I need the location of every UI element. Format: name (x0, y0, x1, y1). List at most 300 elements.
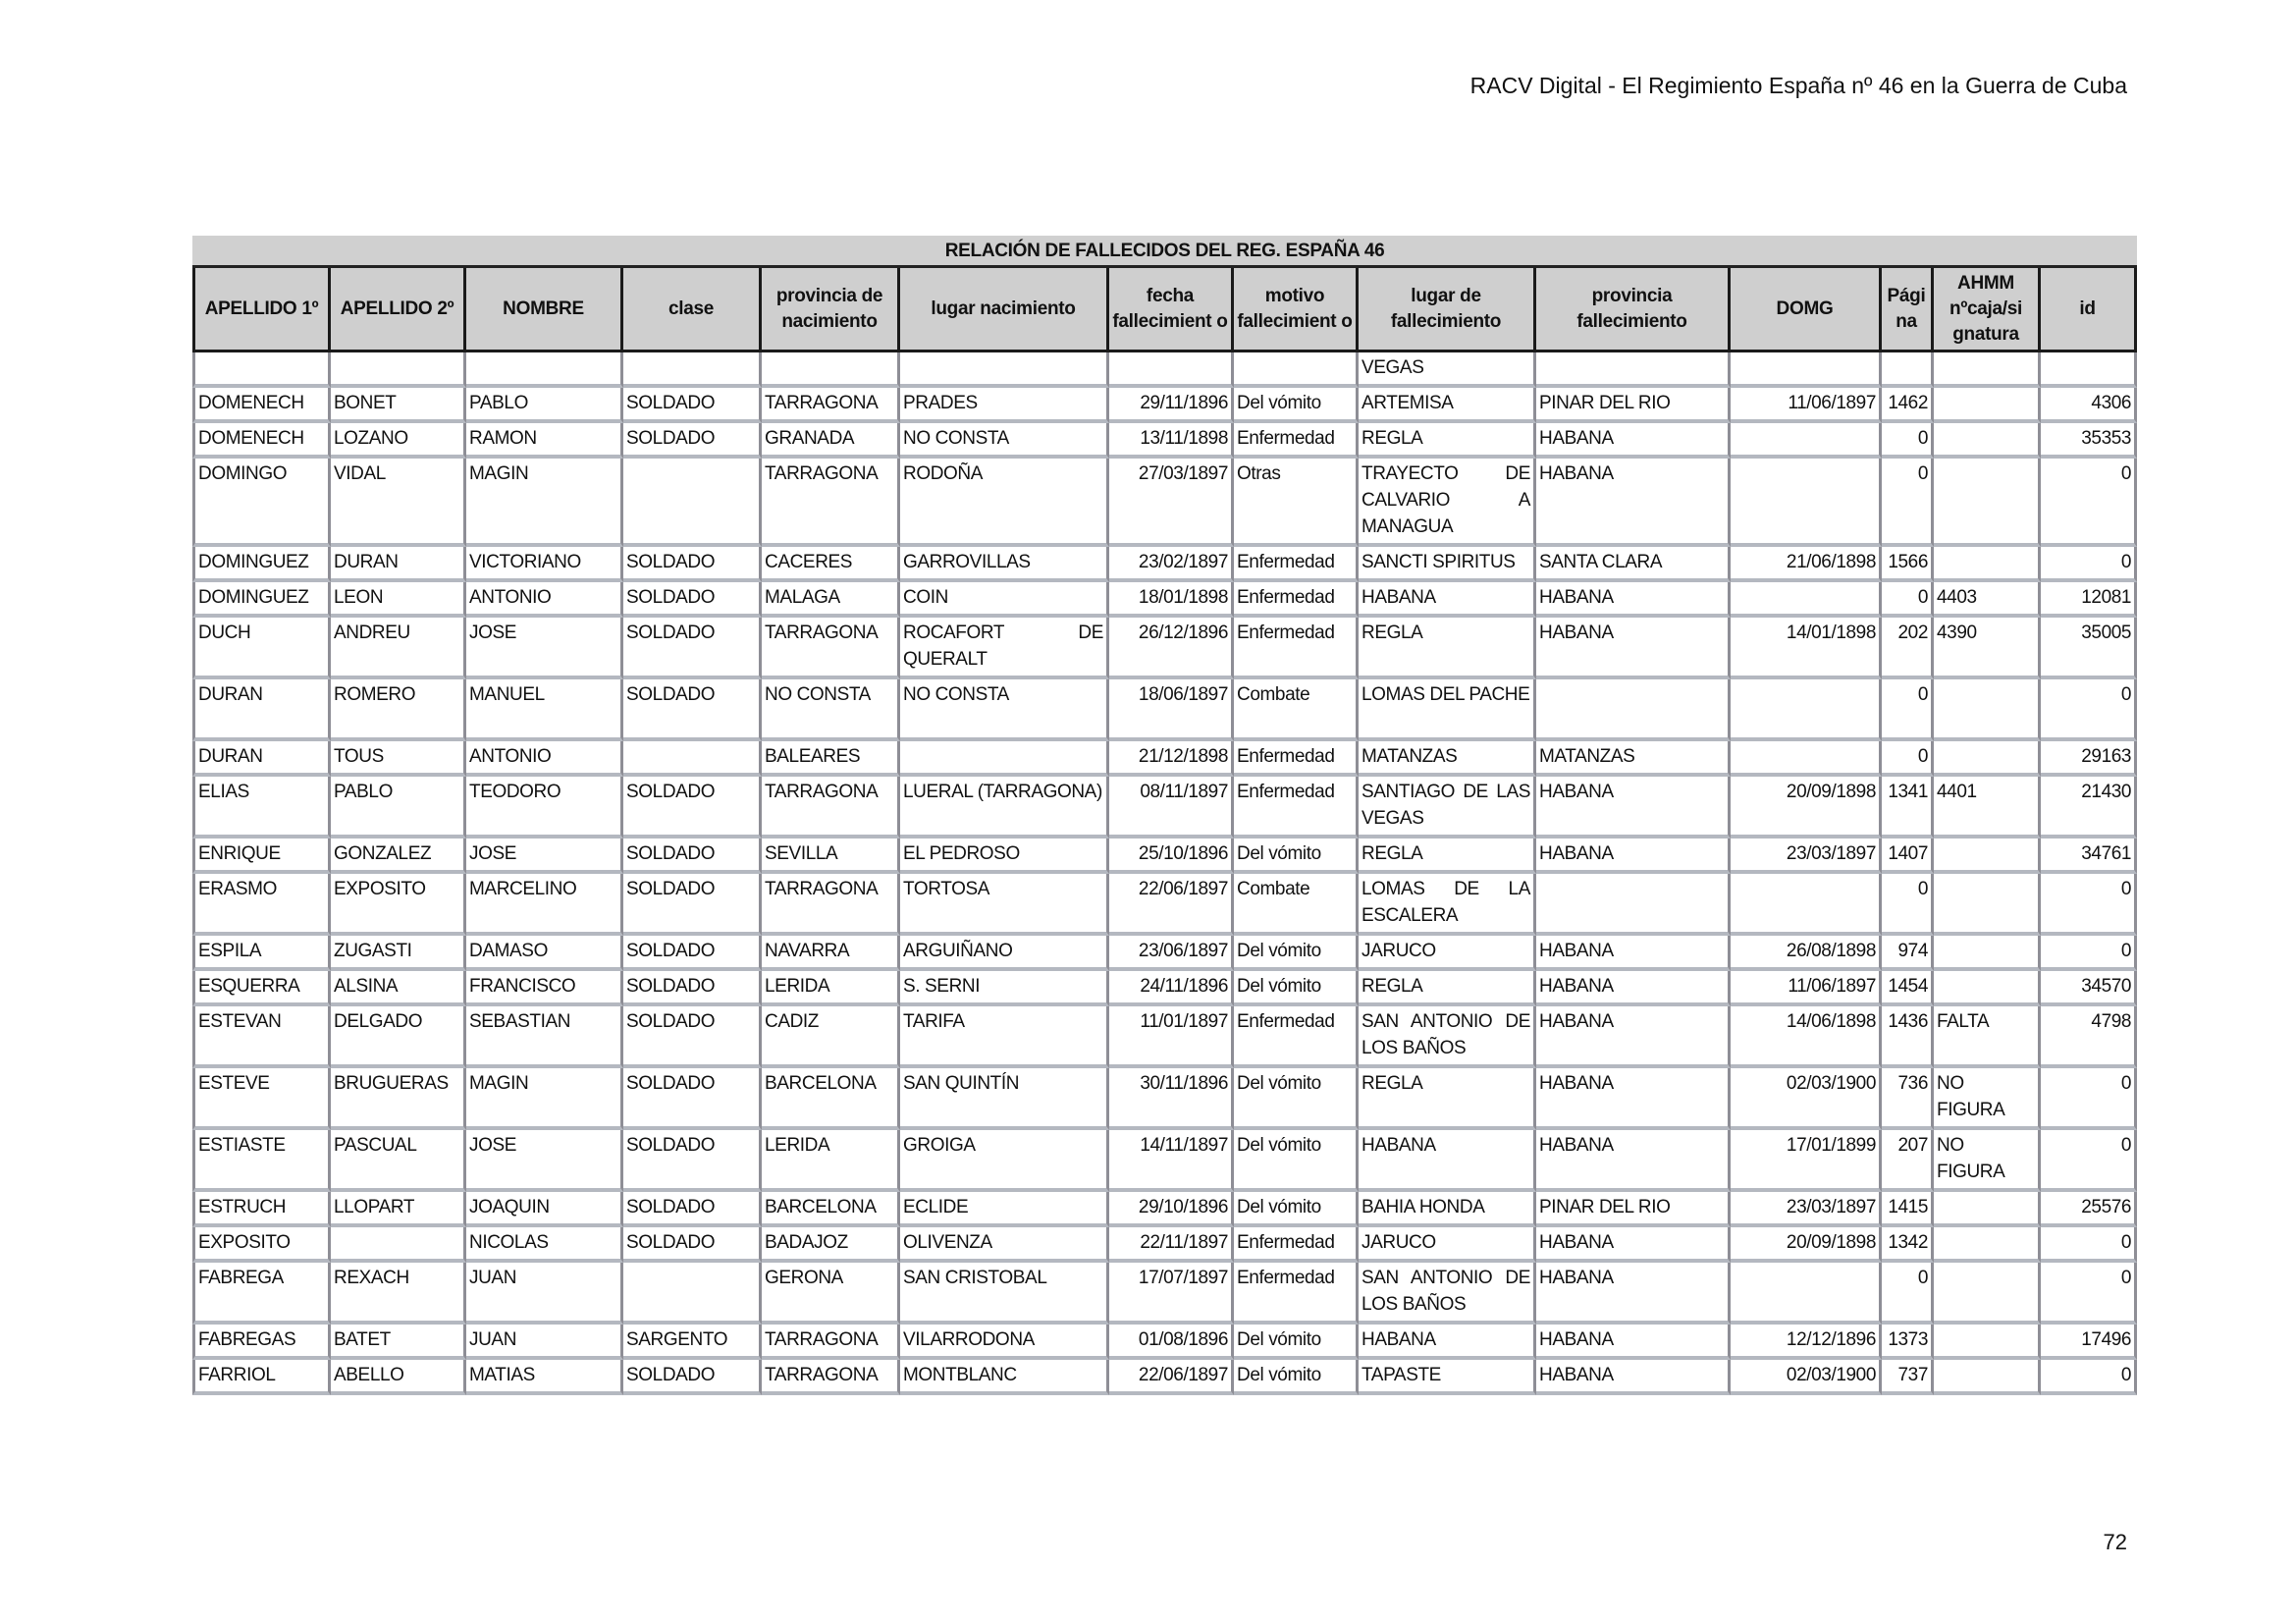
cell-nombre: ANTONIO (466, 741, 623, 777)
cell-lugar-fallecimiento: SANCTI SPIRITUS (1359, 547, 1536, 582)
cell-pagina: 1373 (1882, 1325, 1934, 1360)
cell-id: 21430 (2041, 777, 2137, 839)
cell-provincia-fallecimiento (1536, 679, 1731, 741)
cell-ahmm (1934, 459, 2041, 547)
cell-apellido-1 (192, 352, 331, 388)
table-row (192, 423, 2137, 459)
cell-nombre: RAMON (466, 423, 623, 459)
cell-provincia-nacimiento: MALAGA (762, 582, 900, 618)
cell-lugar-nacimiento: PRADES (900, 388, 1109, 423)
table-row (192, 618, 2137, 679)
cell-apellido-1: FABREGA (192, 1263, 331, 1325)
cell-id: 25576 (2041, 1192, 2137, 1227)
cell-lugar-nacimiento: NO CONSTA (900, 679, 1109, 741)
cell-domg (1731, 582, 1882, 618)
cell-motivo-fallecimiento (1234, 352, 1359, 388)
cell-fecha-fallecimiento: 29/11/1896 (1109, 388, 1234, 423)
table-title-text: RELACIÓN DE FALLECIDOS DEL REG. ESPAÑA 46 (944, 241, 1385, 261)
cell-clase: SOLDADO (623, 936, 762, 971)
cell-lugar-fallecimiento: REGLA (1359, 618, 1536, 679)
table-body (192, 352, 2137, 1395)
cell-lugar-fallecimiento: SANTIAGO DE LAS VEGAS (1359, 777, 1536, 839)
cell-provincia-fallecimiento: HABANA (1536, 1325, 1731, 1360)
cell-id: 29163 (2041, 741, 2137, 777)
cell-nombre: VICTORIANO (466, 547, 623, 582)
cell-provincia-fallecimiento (1536, 874, 1731, 936)
cell-apellido-1: ELIAS (192, 777, 331, 839)
cell-clase: SOLDADO (623, 839, 762, 874)
cell-pagina: 0 (1882, 582, 1934, 618)
cell-id: 35005 (2041, 618, 2137, 679)
cell-provincia-fallecimiento: HABANA (1536, 423, 1731, 459)
cell-ahmm (1934, 1360, 2041, 1395)
cell-lugar-fallecimiento: HABANA (1359, 582, 1536, 618)
cell-fecha-fallecimiento: 23/06/1897 (1109, 936, 1234, 971)
cell-lugar-fallecimiento: BAHIA HONDA (1359, 1192, 1536, 1227)
cell-pagina: 1462 (1882, 388, 1934, 423)
cell-lugar-nacimiento: NO CONSTA (900, 423, 1109, 459)
cell-lugar-nacimiento: COIN (900, 582, 1109, 618)
cell-domg: 26/08/1898 (1731, 936, 1882, 971)
cell-apellido-1: ESPILA (192, 936, 331, 971)
cell-motivo-fallecimiento: Enfermedad (1234, 582, 1359, 618)
cell-domg: 17/01/1899 (1731, 1130, 1882, 1192)
cell-lugar-fallecimiento: JARUCO (1359, 1227, 1536, 1263)
cell-provincia-nacimiento: SEVILLA (762, 839, 900, 874)
cell-provincia-fallecimiento: MATANZAS (1536, 741, 1731, 777)
cell-domg: 11/06/1897 (1731, 971, 1882, 1006)
cell-provincia-fallecimiento: HABANA (1536, 1130, 1731, 1192)
cell-lugar-fallecimiento: REGLA (1359, 971, 1536, 1006)
cell-domg: 20/09/1898 (1731, 777, 1882, 839)
cell-apellido-1: DOMINGO (192, 459, 331, 547)
cell-nombre: NICOLAS (466, 1227, 623, 1263)
cell-id: 35353 (2041, 423, 2137, 459)
cell-nombre (466, 352, 623, 388)
col-header-fecha-fallecimiento: fecha fallecimient o (1109, 268, 1234, 352)
cell-apellido-2: PASCUAL (331, 1130, 466, 1192)
cell-apellido-1: DUCH (192, 618, 331, 679)
cell-domg: 02/03/1900 (1731, 1360, 1882, 1395)
cell-apellido-2: DURAN (331, 547, 466, 582)
cell-ahmm: FALTA (1934, 1006, 2041, 1068)
cell-fecha-fallecimiento: 30/11/1896 (1109, 1068, 1234, 1130)
cell-nombre: PABLO (466, 388, 623, 423)
cell-apellido-1: DURAN (192, 679, 331, 741)
cell-clase: SOLDADO (623, 679, 762, 741)
cell-clase (623, 1263, 762, 1325)
cell-nombre: SEBASTIAN (466, 1006, 623, 1068)
cell-pagina: 0 (1882, 423, 1934, 459)
cell-domg (1731, 1263, 1882, 1325)
cell-pagina: 0 (1882, 874, 1934, 936)
cell-lugar-nacimiento: ROCAFORT DE QUERALT (900, 618, 1109, 679)
cell-apellido-1: FABREGAS (192, 1325, 331, 1360)
cell-ahmm (1934, 1192, 2041, 1227)
cell-ahmm: NO FIGURA (1934, 1068, 2041, 1130)
cell-ahmm: 4403 (1934, 582, 2041, 618)
cell-lugar-fallecimiento: HABANA (1359, 1130, 1536, 1192)
cell-id (2041, 352, 2137, 388)
cell-fecha-fallecimiento (1109, 352, 1234, 388)
cell-provincia-nacimiento: TARRAGONA (762, 618, 900, 679)
cell-apellido-1: EXPOSITO (192, 1227, 331, 1263)
cell-provincia-nacimiento: LERIDA (762, 1130, 900, 1192)
cell-fecha-fallecimiento: 26/12/1896 (1109, 618, 1234, 679)
cell-id: 0 (2041, 459, 2137, 547)
cell-clase: SOLDADO (623, 1130, 762, 1192)
cell-ahmm (1934, 547, 2041, 582)
cell-lugar-nacimiento: GROIGA (900, 1130, 1109, 1192)
cell-ahmm (1934, 423, 2041, 459)
cell-lugar-fallecimiento: SAN ANTONIO DE LOS BAÑOS (1359, 1006, 1536, 1068)
cell-provincia-fallecimiento: HABANA (1536, 1360, 1731, 1395)
cell-nombre: MATIAS (466, 1360, 623, 1395)
cell-apellido-2 (331, 1227, 466, 1263)
table-row (192, 1227, 2137, 1263)
cell-pagina: 737 (1882, 1360, 1934, 1395)
cell-domg: 02/03/1900 (1731, 1068, 1882, 1130)
col-header-id: id (2041, 268, 2137, 352)
cell-apellido-2: ABELLO (331, 1360, 466, 1395)
cell-motivo-fallecimiento: Enfermedad (1234, 777, 1359, 839)
cell-id: 0 (2041, 1130, 2137, 1192)
cell-motivo-fallecimiento: Del vómito (1234, 936, 1359, 971)
cell-apellido-2: ROMERO (331, 679, 466, 741)
cell-nombre: MAGIN (466, 1068, 623, 1130)
cell-provincia-fallecimiento: HABANA (1536, 971, 1731, 1006)
cell-apellido-2: ANDREU (331, 618, 466, 679)
cell-pagina: 1341 (1882, 777, 1934, 839)
cell-id: 0 (2041, 874, 2137, 936)
cell-clase: SOLDADO (623, 1068, 762, 1130)
cell-motivo-fallecimiento: Del vómito (1234, 1130, 1359, 1192)
cell-id: 4306 (2041, 388, 2137, 423)
col-header-provincia-fallecimiento: provincia fallecimiento (1536, 268, 1731, 352)
cell-motivo-fallecimiento: Enfermedad (1234, 1006, 1359, 1068)
cell-apellido-2: BATET (331, 1325, 466, 1360)
cell-ahmm (1934, 839, 2041, 874)
cell-pagina: 1415 (1882, 1192, 1934, 1227)
cell-domg: 23/03/1897 (1731, 1192, 1882, 1227)
deaths-table (192, 236, 2137, 1395)
cell-lugar-fallecimiento: HABANA (1359, 1325, 1536, 1360)
cell-motivo-fallecimiento: Del vómito (1234, 1325, 1359, 1360)
cell-clase: SOLDADO (623, 547, 762, 582)
cell-clase (623, 741, 762, 777)
cell-apellido-1: DOMENECH (192, 423, 331, 459)
cell-id: 0 (2041, 679, 2137, 741)
col-header-provincia-nacimiento: provincia de nacimiento (762, 268, 900, 352)
cell-pagina: 202 (1882, 618, 1934, 679)
cell-fecha-fallecimiento: 22/06/1897 (1109, 1360, 1234, 1395)
cell-provincia-nacimiento: TARRAGONA (762, 777, 900, 839)
cell-clase: SOLDADO (623, 388, 762, 423)
col-header-nombre: NOMBRE (466, 268, 623, 352)
cell-id: 0 (2041, 936, 2137, 971)
cell-apellido-1: DOMINGUEZ (192, 547, 331, 582)
cell-nombre: ANTONIO (466, 582, 623, 618)
cell-provincia-fallecimiento: HABANA (1536, 936, 1731, 971)
cell-motivo-fallecimiento: Otras (1234, 459, 1359, 547)
cell-nombre: DAMASO (466, 936, 623, 971)
table-title (192, 236, 2137, 268)
cell-lugar-nacimiento: ARGUIÑANO (900, 936, 1109, 971)
table-row (192, 679, 2137, 741)
cell-apellido-2: BONET (331, 388, 466, 423)
deaths-table-container (192, 236, 2136, 1395)
table-row (192, 971, 2137, 1006)
cell-lugar-nacimiento: SAN CRISTOBAL (900, 1263, 1109, 1325)
cell-fecha-fallecimiento: 08/11/1897 (1109, 777, 1234, 839)
cell-ahmm (1934, 388, 2041, 423)
table-row (192, 936, 2137, 971)
cell-pagina: 1566 (1882, 547, 1934, 582)
cell-provincia-nacimiento: LERIDA (762, 971, 900, 1006)
cell-fecha-fallecimiento: 11/01/1897 (1109, 1006, 1234, 1068)
cell-provincia-nacimiento: TARRAGONA (762, 1325, 900, 1360)
cell-clase: SOLDADO (623, 1360, 762, 1395)
cell-nombre: JOSE (466, 1130, 623, 1192)
cell-apellido-1: DOMINGUEZ (192, 582, 331, 618)
cell-lugar-nacimiento: SAN QUINTÍN (900, 1068, 1109, 1130)
cell-provincia-fallecimiento (1536, 352, 1731, 388)
table-row (192, 388, 2137, 423)
cell-motivo-fallecimiento: Enfermedad (1234, 1227, 1359, 1263)
table-row (192, 547, 2137, 582)
cell-nombre: MARCELINO (466, 874, 623, 936)
cell-apellido-2: LEON (331, 582, 466, 618)
cell-apellido-1: FARRIOL (192, 1360, 331, 1395)
cell-apellido-2: VIDAL (331, 459, 466, 547)
cell-motivo-fallecimiento: Enfermedad (1234, 741, 1359, 777)
cell-motivo-fallecimiento: Enfermedad (1234, 547, 1359, 582)
cell-nombre: MAGIN (466, 459, 623, 547)
cell-id: 17496 (2041, 1325, 2137, 1360)
cell-provincia-nacimiento: CADIZ (762, 1006, 900, 1068)
cell-nombre: JUAN (466, 1325, 623, 1360)
cell-lugar-fallecimiento: MATANZAS (1359, 741, 1536, 777)
cell-id: 0 (2041, 1263, 2137, 1325)
cell-lugar-nacimiento: MONTBLANC (900, 1360, 1109, 1395)
col-header-lugar-nacimiento: lugar nacimiento (900, 268, 1109, 352)
cell-pagina: 1407 (1882, 839, 1934, 874)
cell-domg: 23/03/1897 (1731, 839, 1882, 874)
cell-apellido-2: GONZALEZ (331, 839, 466, 874)
cell-fecha-fallecimiento: 24/11/1896 (1109, 971, 1234, 1006)
cell-provincia-fallecimiento: PINAR DEL RIO (1536, 1192, 1731, 1227)
cell-lugar-nacimiento: RODOÑA (900, 459, 1109, 547)
cell-apellido-2: LLOPART (331, 1192, 466, 1227)
cell-motivo-fallecimiento: Enfermedad (1234, 618, 1359, 679)
cell-pagina: 207 (1882, 1130, 1934, 1192)
cell-provincia-fallecimiento: HABANA (1536, 1006, 1731, 1068)
cell-fecha-fallecimiento: 21/12/1898 (1109, 741, 1234, 777)
cell-id: 4798 (2041, 1006, 2137, 1068)
cell-apellido-2: PABLO (331, 777, 466, 839)
cell-id: 0 (2041, 1068, 2137, 1130)
cell-motivo-fallecimiento: Del vómito (1234, 1192, 1359, 1227)
table-row (192, 1130, 2137, 1192)
cell-nombre: FRANCISCO (466, 971, 623, 1006)
cell-apellido-2: DELGADO (331, 1006, 466, 1068)
cell-pagina: 0 (1882, 1263, 1934, 1325)
cell-provincia-nacimiento: CACERES (762, 547, 900, 582)
table-row (192, 777, 2137, 839)
cell-pagina: 736 (1882, 1068, 1934, 1130)
cell-lugar-nacimiento: TORTOSA (900, 874, 1109, 936)
cell-domg (1731, 423, 1882, 459)
cell-domg: 21/06/1898 (1731, 547, 1882, 582)
cell-provincia-fallecimiento: PINAR DEL RIO (1536, 388, 1731, 423)
cell-domg: 14/06/1898 (1731, 1006, 1882, 1068)
table-row (192, 741, 2137, 777)
cell-provincia-nacimiento: BALEARES (762, 741, 900, 777)
cell-fecha-fallecimiento: 18/06/1897 (1109, 679, 1234, 741)
cell-provincia-nacimiento: GRANADA (762, 423, 900, 459)
cell-motivo-fallecimiento: Combate (1234, 679, 1359, 741)
cell-pagina (1882, 352, 1934, 388)
cell-ahmm (1934, 1263, 2041, 1325)
cell-id: 34570 (2041, 971, 2137, 1006)
cell-provincia-nacimiento: TARRAGONA (762, 388, 900, 423)
cell-ahmm (1934, 971, 2041, 1006)
cell-apellido-2: ALSINA (331, 971, 466, 1006)
header-row (192, 268, 2137, 352)
cell-clase: SARGENTO (623, 1325, 762, 1360)
cell-lugar-fallecimiento: LOMAS DEL PACHE (1359, 679, 1536, 741)
cell-domg: 20/09/1898 (1731, 1227, 1882, 1263)
running-header: RACV Digital - El Regimiento España nº 46 en la Guerra de Cuba (1469, 73, 2127, 98)
cell-clase: SOLDADO (623, 423, 762, 459)
cell-clase (623, 352, 762, 388)
cell-fecha-fallecimiento: 17/07/1897 (1109, 1263, 1234, 1325)
cell-lugar-fallecimiento: ARTEMISA (1359, 388, 1536, 423)
col-header-domg: DOMG (1731, 268, 1882, 352)
cell-provincia-fallecimiento: HABANA (1536, 1068, 1731, 1130)
cell-fecha-fallecimiento: 14/11/1897 (1109, 1130, 1234, 1192)
cell-fecha-fallecimiento: 27/03/1897 (1109, 459, 1234, 547)
cell-motivo-fallecimiento: Combate (1234, 874, 1359, 936)
cell-motivo-fallecimiento: Del vómito (1234, 839, 1359, 874)
cell-lugar-nacimiento: TARIFA (900, 1006, 1109, 1068)
cell-fecha-fallecimiento: 18/01/1898 (1109, 582, 1234, 618)
cell-lugar-nacimiento: OLIVENZA (900, 1227, 1109, 1263)
cell-lugar-fallecimiento: REGLA (1359, 1068, 1536, 1130)
cell-lugar-fallecimiento: LOMAS DE LA ESCALERA (1359, 874, 1536, 936)
col-header-apellido-1: APELLIDO 1º (192, 268, 331, 352)
cell-apellido-2: ZUGASTI (331, 936, 466, 971)
cell-lugar-nacimiento: GARROVILLAS (900, 547, 1109, 582)
cell-ahmm: 4401 (1934, 777, 2041, 839)
table-row (192, 1263, 2137, 1325)
table-row (192, 1192, 2137, 1227)
cell-apellido-1: ESTEVAN (192, 1006, 331, 1068)
col-header-clase: clase (623, 268, 762, 352)
cell-fecha-fallecimiento: 25/10/1896 (1109, 839, 1234, 874)
cell-provincia-nacimiento: BADAJOZ (762, 1227, 900, 1263)
cell-fecha-fallecimiento: 29/10/1896 (1109, 1192, 1234, 1227)
cell-pagina: 0 (1882, 741, 1934, 777)
cell-provincia-nacimiento: BARCELONA (762, 1068, 900, 1130)
table-row (192, 874, 2137, 936)
cell-pagina: 0 (1882, 679, 1934, 741)
cell-nombre: MANUEL (466, 679, 623, 741)
table-row (192, 459, 2137, 547)
cell-apellido-1: ESTRUCH (192, 1192, 331, 1227)
cell-provincia-nacimiento: TARRAGONA (762, 459, 900, 547)
cell-lugar-nacimiento (900, 352, 1109, 388)
table-row (192, 1068, 2137, 1130)
cell-ahmm (1934, 1227, 2041, 1263)
cell-clase: SOLDADO (623, 874, 762, 936)
cell-ahmm: NO FIGURA (1934, 1130, 2041, 1192)
cell-fecha-fallecimiento: 01/08/1896 (1109, 1325, 1234, 1360)
cell-ahmm (1934, 936, 2041, 971)
cell-fecha-fallecimiento: 22/06/1897 (1109, 874, 1234, 936)
cell-provincia-nacimiento (762, 352, 900, 388)
cell-domg (1731, 741, 1882, 777)
cell-domg: 12/12/1896 (1731, 1325, 1882, 1360)
cell-nombre: JOSE (466, 839, 623, 874)
table-row (192, 1006, 2137, 1068)
cell-lugar-fallecimiento: REGLA (1359, 839, 1536, 874)
cell-id: 0 (2041, 1360, 2137, 1395)
cell-nombre: TEODORO (466, 777, 623, 839)
cell-ahmm (1934, 874, 2041, 936)
cell-provincia-fallecimiento: SANTA CLARA (1536, 547, 1731, 582)
cell-lugar-fallecimiento: TAPASTE (1359, 1360, 1536, 1395)
table-row (192, 1325, 2137, 1360)
cell-lugar-nacimiento: VILARRODONA (900, 1325, 1109, 1360)
cell-apellido-2: EXPOSITO (331, 874, 466, 936)
cell-apellido-1: DOMENECH (192, 388, 331, 423)
cell-id: 0 (2041, 547, 2137, 582)
cell-provincia-nacimiento: TARRAGONA (762, 874, 900, 936)
cell-apellido-1: ESTIASTE (192, 1130, 331, 1192)
cell-domg: 11/06/1897 (1731, 388, 1882, 423)
col-header-lugar-fallecimiento: lugar de fallecimiento (1359, 268, 1536, 352)
cell-clase: SOLDADO (623, 1227, 762, 1263)
col-header-pagina: Pági na (1882, 268, 1934, 352)
cell-motivo-fallecimiento: Del vómito (1234, 1360, 1359, 1395)
col-header-ahmm: AHMM nºcaja/si gnatura (1934, 268, 2041, 352)
cell-provincia-nacimiento: GERONA (762, 1263, 900, 1325)
cell-domg (1731, 459, 1882, 547)
cell-provincia-fallecimiento: HABANA (1536, 618, 1731, 679)
cell-clase (623, 459, 762, 547)
cell-fecha-fallecimiento: 22/11/1897 (1109, 1227, 1234, 1263)
cell-ahmm (1934, 679, 2041, 741)
cell-apellido-1: ESQUERRA (192, 971, 331, 1006)
cell-provincia-fallecimiento: HABANA (1536, 777, 1731, 839)
cell-apellido-2 (331, 352, 466, 388)
cell-provincia-nacimiento: NAVARRA (762, 936, 900, 971)
cell-pagina: 1342 (1882, 1227, 1934, 1263)
cell-provincia-nacimiento: NO CONSTA (762, 679, 900, 741)
cell-pagina: 1436 (1882, 1006, 1934, 1068)
cell-provincia-fallecimiento: HABANA (1536, 582, 1731, 618)
cell-apellido-2: TOUS (331, 741, 466, 777)
cell-provincia-fallecimiento: HABANA (1536, 839, 1731, 874)
cell-id: 34761 (2041, 839, 2137, 874)
cell-domg (1731, 352, 1882, 388)
cell-provincia-fallecimiento: HABANA (1536, 1263, 1731, 1325)
cell-lugar-nacimiento (900, 741, 1109, 777)
cell-ahmm (1934, 352, 2041, 388)
cell-clase: SOLDADO (623, 618, 762, 679)
cell-id: 0 (2041, 1227, 2137, 1263)
